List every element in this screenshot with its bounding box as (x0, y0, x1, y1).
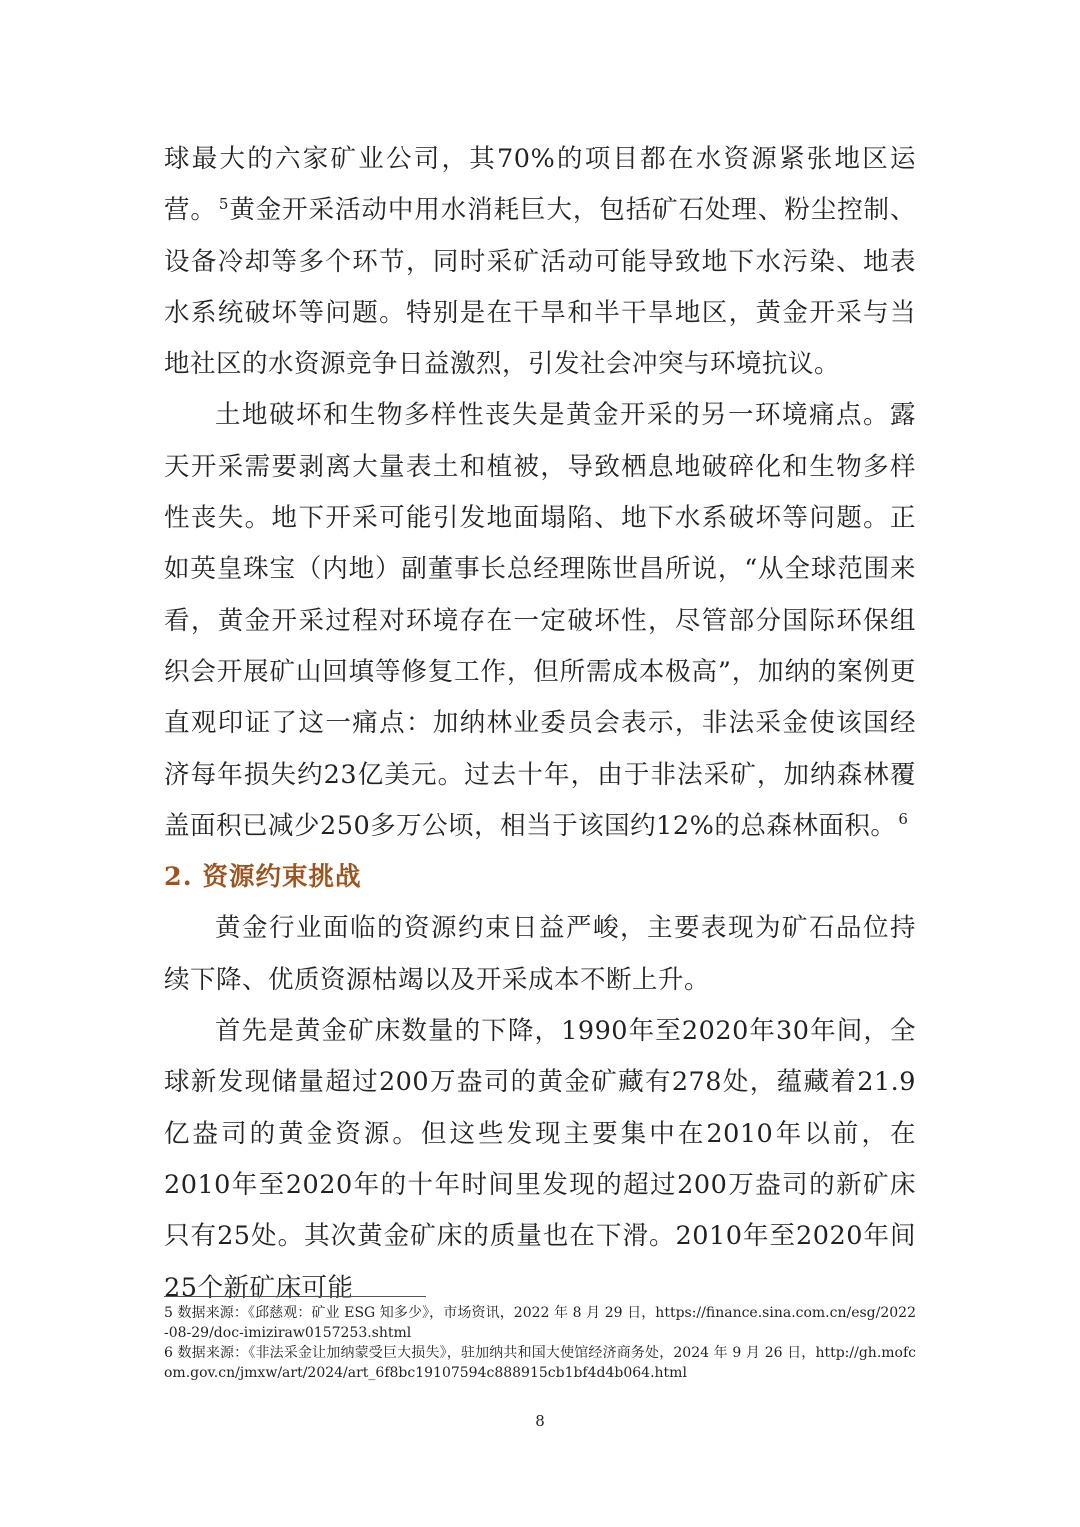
footnotes (164, 1303, 916, 1383)
page-body (164, 134, 916, 1314)
paragraph-deposit-decline (164, 1006, 916, 1314)
paragraph-text: 土地破坏和生物多样性丧失是黄金开采的另一环境痛点。露天开采需要剥离大量表土和植被，导致栖息地破碎化和生物多样性丧失。地下开采可能引发地面塌陷、地下水系破坏等问题。正如英皇珠宝（内地）副董事长总经理陈世昌所说，“从全球范围来看，黄金开采过程对环境存在一定破坏性，尽管部分国际环保组织会开展矿山回填等修复工作，但所需成本极高”，加纳的案例更直观印证了这一痛点：加纳林业委员会表示，非法采金使该国经济每年损失约23亿美元。过去十年，由于非法采矿，加纳森林覆盖面积已减少250多万公顷，相当于该国约12%的总森林面积。 (164, 400, 916, 841)
footnote-6: 6 数据来源：《非法采金让加纳蒙受巨大损失》，驻加纳共和国大使馆经济商务处，2024 年 9 月 26 日，http://gh.mofcom.gov.cn/jmxw/art/2024/art_6f8bc19107594c888915cb1bf4d4b064.html (164, 1345, 916, 1381)
page-number: 8 (535, 1412, 545, 1430)
section-heading: 2. 资源约束挑战 (164, 862, 362, 893)
paragraph-text: 球最大的六家矿业公司，其70%的项目都在水资源紧张地区运营。 (164, 144, 916, 226)
paragraph-land-biodiversity (164, 390, 916, 852)
footnote-5: 5 数据来源：《邱慈观：矿业 ESG 知多少》，市场资讯，2022 年 8 月 29 日，https://finance.sina.com.cn/esg/2022-08-29/doc-imiziraw0157253.shtml (164, 1305, 916, 1341)
footnote-ref-5[interactable]: 5 (218, 194, 229, 213)
paragraph-text: 首先是黄金矿床数量的下降，1990年至2020年30年间，全球新发现储量超过200万盎司的黄金矿藏有278处，蕴藏着21.9亿盎司的黄金资源。但这些发现主要集中在2010年以前，在2010年至2020年的十年时间里发现的超过200万盎司的新矿床只有25处。其次黄金矿床的质量也在下滑。2010年至2020年间25个新矿床可能 (164, 1016, 916, 1303)
footnote-ref-6[interactable]: 6 (898, 810, 909, 829)
paragraph-text: 黄金行业面临的资源约束日益严峻，主要表现为矿石品位持续下降、优质资源枯竭以及开采成本不断上升。 (164, 913, 916, 995)
paragraph-resource-constraints (164, 903, 916, 1006)
paragraph-text-continued: 黄金开采活动中用水消耗巨大，包括矿石处理、粉尘控制、设备冷却等多个环节，同时采矿活动可能导致地下水污染、地表水系统破坏等问题。特别是在干旱和半干旱地区，黄金开采与当地社区的水资源竞争日益激烈，引发社会冲突与环境抗议。 (164, 195, 916, 380)
paragraph-water-resources (164, 134, 916, 390)
footnote-divider (164, 1296, 426, 1297)
